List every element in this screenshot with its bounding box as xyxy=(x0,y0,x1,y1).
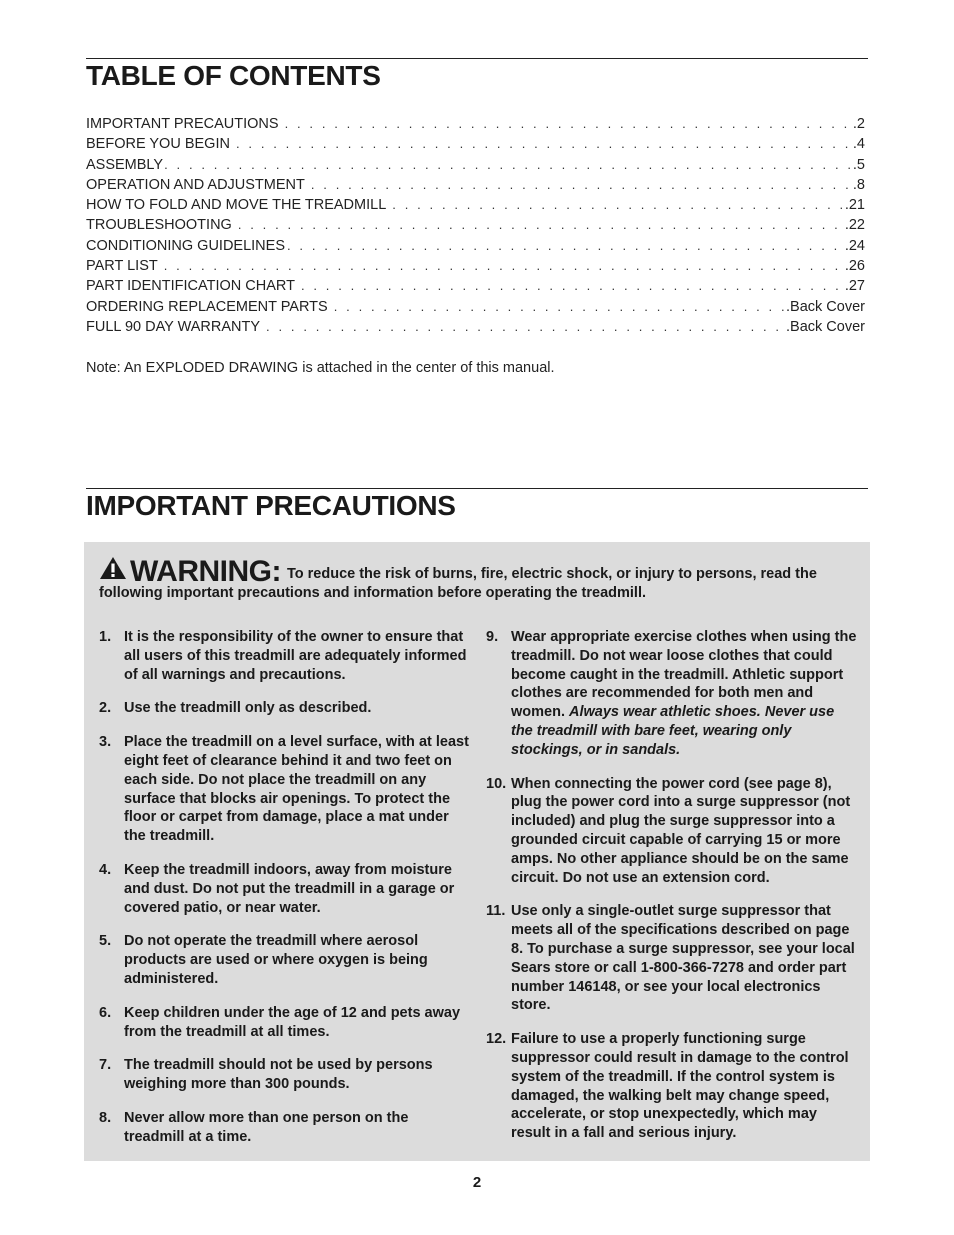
precaution-item xyxy=(486,902,858,1015)
precaution-number: 10. xyxy=(486,775,507,792)
toc-entry-page: .4 xyxy=(852,136,865,153)
warning-text: To reduce the risk of burns, fire, electric shock, or injury to persons, read the following important precautions and information before operating the treadmill. xyxy=(99,566,817,601)
precaution-number: 2. xyxy=(99,700,112,717)
precautions-top-rule xyxy=(86,488,868,489)
precaution-item xyxy=(99,699,469,718)
toc-entry-title: ASSEMBLY xyxy=(86,156,164,173)
precaution-item xyxy=(99,1109,469,1147)
toc-entry-page: .27 xyxy=(844,278,865,295)
precaution-text: Wear appropriate exercise clothes when using the treadmill. Do not wear loose clothes that could become caught in the treadmill. Athletic support clothes are recommended for both men and women. xyxy=(511,629,857,721)
toc-entry[interactable] xyxy=(86,157,865,177)
toc-entry-page: .Back Cover xyxy=(786,318,865,335)
toc-leader-dots xyxy=(164,258,843,273)
exploded-drawing-note: Note: An EXPLODED DRAWING is attached in the center of this manual. xyxy=(86,360,555,376)
toc-entry[interactable] xyxy=(86,116,865,136)
precaution-number: 6. xyxy=(99,1004,112,1021)
toc-entry[interactable] xyxy=(86,299,865,319)
toc-leader-dots xyxy=(301,278,843,293)
toc-top-rule xyxy=(86,58,868,59)
precaution-italic-text: Always wear athletic shoes. Never use the treadmill with bare feet, wearing only stockings, or in sandals. xyxy=(511,704,835,758)
toc-entry[interactable] xyxy=(86,319,865,339)
toc-entry-page: .2 xyxy=(852,116,865,132)
warning-triangle-icon xyxy=(99,556,127,580)
precaution-number: 12. xyxy=(486,1031,507,1048)
precaution-text: Keep the treadmill indoors, away from moisture and dust. Do not put the treadmill in a garage or covered patio, or near water. xyxy=(124,861,455,916)
precaution-number: 8. xyxy=(99,1109,112,1126)
precautions-column-right xyxy=(486,628,858,1158)
page-number: 2 xyxy=(472,1174,482,1191)
precaution-number: 4. xyxy=(99,861,112,878)
toc-leader-dots xyxy=(236,136,851,151)
toc-title: TABLE OF CONTENTS xyxy=(86,60,381,91)
precaution-item xyxy=(99,932,469,988)
toc-leader-dots xyxy=(311,177,851,192)
toc-entry-page: .8 xyxy=(852,176,865,193)
precautions-panel xyxy=(84,542,870,1161)
toc-entry-title: IMPORTANT PRECAUTIONS xyxy=(86,116,279,132)
warning-statement xyxy=(99,556,859,603)
toc-entry-title: HOW TO FOLD AND MOVE THE TREADMILL xyxy=(86,197,387,214)
precaution-item xyxy=(99,628,469,684)
precaution-text: When connecting the power cord (see page 8), plug the power cord into a surge suppressor (not included) and plug the surge suppressor into a grounded circuit capable of carrying 15 or more amps. No other appliance should be on the same circuit. Do not use an extension cord. xyxy=(511,775,851,886)
toc-entry[interactable] xyxy=(86,238,865,258)
toc-entry[interactable] xyxy=(86,136,865,156)
toc-leader-dots xyxy=(334,299,784,314)
precaution-item xyxy=(99,1004,469,1042)
toc-leader-dots xyxy=(392,197,843,212)
precaution-text: Failure to use a properly functioning surge suppressor could result in damage to the control system of the treadmill. If the control system is damaged, the walking belt may change speed, accelerate, or stop unexpectedly, which may result in a fall and serious injury. xyxy=(511,1031,849,1142)
toc-entry-title: FULL 90 DAY WARRANTY xyxy=(86,318,261,335)
toc-entry-title: CONDITIONING GUIDELINES xyxy=(86,237,285,254)
precaution-item xyxy=(486,775,858,888)
precautions-title: IMPORTANT PRECAUTIONS xyxy=(86,490,456,521)
precaution-text: Never allow more than one person on the treadmill at a time. xyxy=(124,1109,409,1145)
precaution-item xyxy=(486,628,858,760)
toc-entry-page: .26 xyxy=(844,258,865,275)
toc-entry-page: .5 xyxy=(852,156,865,173)
toc-entry-page: .Back Cover xyxy=(786,298,865,315)
toc-entry[interactable] xyxy=(86,177,865,197)
precaution-number: 1. xyxy=(99,629,112,645)
toc-entry-title: ORDERING REPLACEMENT PARTS xyxy=(86,298,328,315)
toc-entry-title: PART IDENTIFICATION CHART xyxy=(86,278,295,295)
warning-word: WARNING: xyxy=(130,555,281,588)
toc-leader-dots xyxy=(164,157,851,172)
precaution-number: 3. xyxy=(99,734,112,751)
precaution-text: The treadmill should not be used by persons weighing more than 300 pounds. xyxy=(124,1057,433,1093)
precaution-text: Use only a single-outlet surge suppressor that meets all of the specifications described on page 8. To purchase a surge suppressor, see your local Sears store or call 1-800-366-7278 and order part number 146148, or see your local electronics store. xyxy=(511,903,855,1014)
precaution-item xyxy=(486,1030,858,1143)
precaution-item xyxy=(99,861,469,917)
precaution-text: It is the responsibility of the owner to ensure that all users of this treadmill are adequately informed of all warnings and precautions. xyxy=(124,629,467,683)
precaution-item xyxy=(99,1056,469,1094)
toc-entry-title: OPERATION AND ADJUSTMENT xyxy=(86,176,305,193)
precaution-number: 5. xyxy=(99,933,112,950)
toc-leader-dots xyxy=(285,116,851,131)
precaution-text: Do not operate the treadmill where aerosol products are used or where oxygen is being administered. xyxy=(124,933,428,987)
toc-entry-page: .21 xyxy=(844,197,865,214)
toc-entry-page: .22 xyxy=(844,217,865,234)
precaution-text: Keep children under the age of 12 and pets away from the treadmill at all times. xyxy=(124,1004,461,1040)
toc-entry-title: TROUBLESHOOTING xyxy=(86,217,232,234)
toc-entry[interactable] xyxy=(86,258,865,278)
toc-entry-page: .24 xyxy=(844,237,865,254)
precaution-number: 7. xyxy=(99,1057,112,1074)
toc-leader-dots xyxy=(238,217,843,232)
precaution-text: Use the treadmill only as described. xyxy=(124,700,372,717)
toc-entry-title: BEFORE YOU BEGIN xyxy=(86,136,230,153)
toc-entry-title: PART LIST xyxy=(86,258,158,275)
toc-leader-dots xyxy=(287,238,843,253)
precaution-item xyxy=(99,733,469,846)
toc-list xyxy=(86,116,865,339)
precaution-number: 9. xyxy=(486,629,499,645)
toc-entry[interactable] xyxy=(86,217,865,237)
toc-leader-dots xyxy=(266,319,784,334)
precaution-text: Place the treadmill on a level surface, with at least eight feet of clearance behind it and two feet on each side. Do not place the treadmill on any surface that blocks air openings. To protect the floor or carpet from damage, place a mat under the treadmill. xyxy=(124,734,469,845)
precautions-column-left xyxy=(99,628,469,1162)
toc-entry[interactable] xyxy=(86,197,865,217)
precaution-number: 11. xyxy=(486,903,506,920)
toc-entry[interactable] xyxy=(86,278,865,298)
